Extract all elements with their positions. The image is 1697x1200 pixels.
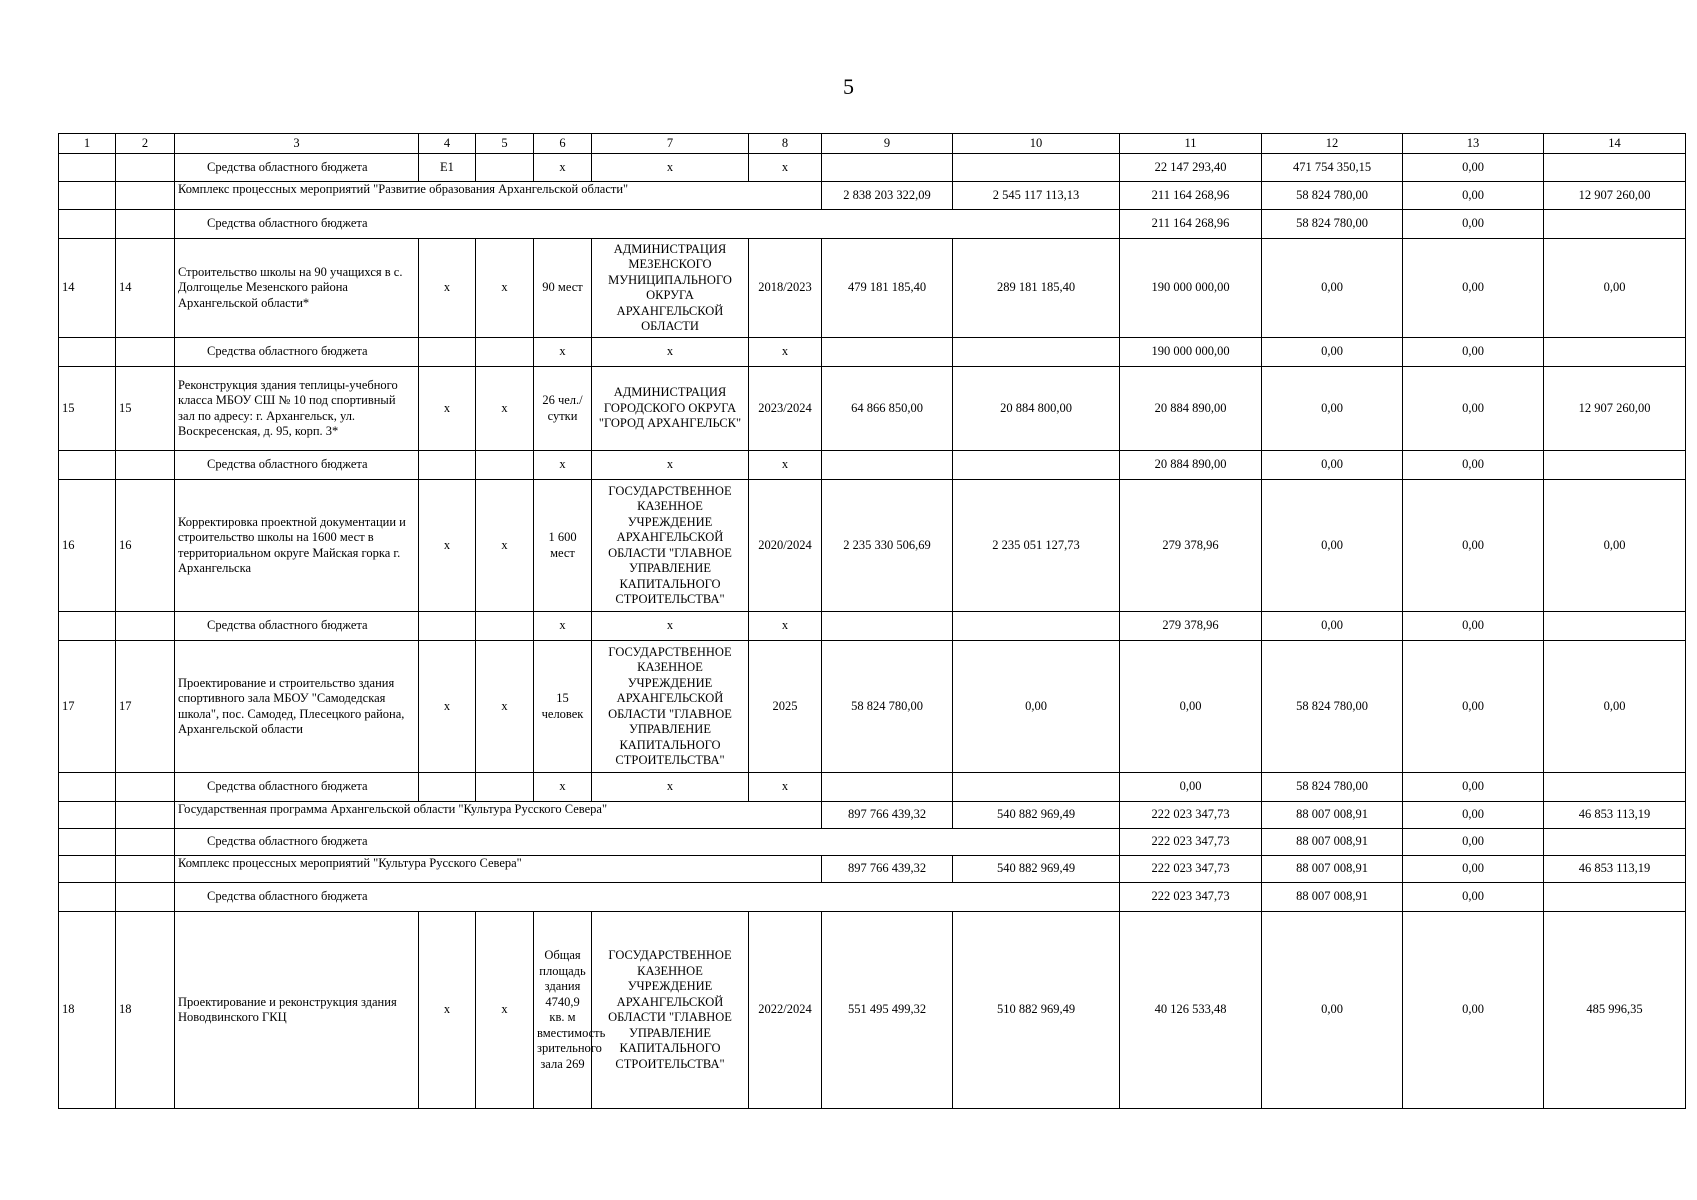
cell-number: 17 <box>59 641 116 773</box>
cell-funding-source: Средства областного бюджета <box>175 883 1120 912</box>
column-header-12: 12 <box>1262 134 1403 154</box>
cell-col-12: 58 824 780,00 <box>1262 210 1403 239</box>
cell-col-11: 222 023 347,73 <box>1120 802 1262 829</box>
cell-code: 17 <box>116 641 175 773</box>
cell-col-5 <box>476 154 534 182</box>
table-row-budget-span <box>59 829 1686 856</box>
table-row-budget <box>59 451 1686 480</box>
cell-col-6: x <box>534 773 592 802</box>
cell-col-13: 0,00 <box>1403 829 1544 856</box>
cell-code <box>116 154 175 182</box>
cell-col-4: x <box>419 480 476 612</box>
cell-col-13: 0,00 <box>1403 451 1544 480</box>
cell-col-13: 0,00 <box>1403 912 1544 1109</box>
cell-col-12: 88 007 008,91 <box>1262 856 1403 883</box>
cell-period: 2022/2024 <box>749 912 822 1109</box>
cell-col-14 <box>1544 338 1686 367</box>
cell-code: 18 <box>116 912 175 1109</box>
cell-col-11: 279 378,96 <box>1120 480 1262 612</box>
table-row-item <box>59 912 1686 1109</box>
cell-col-8: x <box>749 773 822 802</box>
cell-col-5: x <box>476 239 534 338</box>
data-table <box>58 133 1686 1109</box>
cell-col-14: 0,00 <box>1544 641 1686 773</box>
cell-col-14 <box>1544 154 1686 182</box>
cell-col-10: 0,00 <box>953 641 1120 773</box>
page-number: 5 <box>843 74 854 99</box>
cell-col-9 <box>822 773 953 802</box>
cell-code <box>116 802 175 829</box>
cell-col-13: 0,00 <box>1403 883 1544 912</box>
table-row-budget-span <box>59 210 1686 239</box>
cell-col-9: 479 181 185,40 <box>822 239 953 338</box>
column-header-7: 7 <box>592 134 749 154</box>
cell-col-6: x <box>534 338 592 367</box>
cell-code: 15 <box>116 367 175 451</box>
cell-code <box>116 338 175 367</box>
cell-col-14: 12 907 260,00 <box>1544 367 1686 451</box>
cell-col-8: x <box>749 451 822 480</box>
cell-number: 18 <box>59 912 116 1109</box>
table-row-budget <box>59 773 1686 802</box>
cell-col-13: 0,00 <box>1403 641 1544 773</box>
cell-col-11: 222 023 347,73 <box>1120 829 1262 856</box>
cell-number <box>59 338 116 367</box>
table-row-budget-span <box>59 883 1686 912</box>
cell-col-10 <box>953 451 1120 480</box>
cell-code <box>116 612 175 641</box>
cell-funding-source: Средства областного бюджета <box>175 773 419 802</box>
cell-col-11: 222 023 347,73 <box>1120 883 1262 912</box>
cell-col-4: x <box>419 912 476 1109</box>
cell-col-14 <box>1544 210 1686 239</box>
cell-number <box>59 773 116 802</box>
cell-customer: АДМИНИСТРАЦИЯ МЕЗЕНСКОГО МУНИЦИПАЛЬНОГО ОКРУГА АРХАНГЕЛЬСКОЙ ОБЛАСТИ <box>592 239 749 338</box>
header-row <box>59 134 1686 154</box>
cell-col-13: 0,00 <box>1403 154 1544 182</box>
cell-funding-source: Средства областного бюджета <box>175 338 419 367</box>
column-header-11: 11 <box>1120 134 1262 154</box>
column-header-3: 3 <box>175 134 419 154</box>
cell-number: 15 <box>59 367 116 451</box>
cell-number: 14 <box>59 239 116 338</box>
column-header-6: 6 <box>534 134 592 154</box>
cell-col-9 <box>822 154 953 182</box>
cell-col-9: 64 866 850,00 <box>822 367 953 451</box>
cell-funding-source: Средства областного бюджета <box>175 210 1120 239</box>
cell-funding-source: Средства областного бюджета <box>175 612 419 641</box>
cell-col-13: 0,00 <box>1403 210 1544 239</box>
column-header-13: 13 <box>1403 134 1544 154</box>
cell-col-12: 0,00 <box>1262 480 1403 612</box>
cell-period: 2023/2024 <box>749 367 822 451</box>
cell-col-10: 510 882 969,49 <box>953 912 1120 1109</box>
cell-col-11: 0,00 <box>1120 773 1262 802</box>
cell-col-5 <box>476 612 534 641</box>
cell-col-10 <box>953 612 1120 641</box>
cell-col-12: 0,00 <box>1262 338 1403 367</box>
cell-period: 2020/2024 <box>749 480 822 612</box>
cell-col-14: 0,00 <box>1544 239 1686 338</box>
cell-col-10: 20 884 800,00 <box>953 367 1120 451</box>
cell-col-10: 289 181 185,40 <box>953 239 1120 338</box>
cell-capacity: 90 мест <box>534 239 592 338</box>
cell-number <box>59 154 116 182</box>
cell-col-9: 897 766 439,32 <box>822 802 953 829</box>
cell-col-14: 46 853 113,19 <box>1544 802 1686 829</box>
cell-col-5 <box>476 451 534 480</box>
cell-col-12: 58 824 780,00 <box>1262 641 1403 773</box>
cell-col-14 <box>1544 883 1686 912</box>
cell-col-12: 58 824 780,00 <box>1262 773 1403 802</box>
table-row-complex <box>59 182 1686 210</box>
column-header-14: 14 <box>1544 134 1686 154</box>
cell-col-4: Е1 <box>419 154 476 182</box>
cell-number <box>59 856 116 883</box>
cell-code: 14 <box>116 239 175 338</box>
table-row-budget <box>59 612 1686 641</box>
cell-col-13: 0,00 <box>1403 338 1544 367</box>
cell-code <box>116 829 175 856</box>
cell-capacity: 15 человек <box>534 641 592 773</box>
cell-number <box>59 829 116 856</box>
cell-col-10 <box>953 154 1120 182</box>
cell-object-name: Проектирование и реконструкция здания Новодвинского ГКЦ <box>175 912 419 1109</box>
column-header-2: 2 <box>116 134 175 154</box>
cell-col-11: 211 164 268,96 <box>1120 210 1262 239</box>
cell-code <box>116 883 175 912</box>
cell-col-5: x <box>476 641 534 773</box>
cell-col-12: 88 007 008,91 <box>1262 802 1403 829</box>
cell-code <box>116 182 175 210</box>
table-row-item <box>59 480 1686 612</box>
cell-col-11: 22 147 293,40 <box>1120 154 1262 182</box>
cell-col-12: 0,00 <box>1262 367 1403 451</box>
cell-code <box>116 210 175 239</box>
table-row-budget <box>59 338 1686 367</box>
cell-col-11: 0,00 <box>1120 641 1262 773</box>
cell-col-9 <box>822 338 953 367</box>
cell-number <box>59 210 116 239</box>
cell-col-11: 40 126 533,48 <box>1120 912 1262 1109</box>
cell-object-name: Проектирование и строительство здания спортивного зала МБОУ "Самодедская школа", пос. Самодед, Плесецкого района, Архангельской области <box>175 641 419 773</box>
cell-col-13: 0,00 <box>1403 856 1544 883</box>
cell-col-12: 88 007 008,91 <box>1262 829 1403 856</box>
cell-col-12: 0,00 <box>1262 912 1403 1109</box>
cell-period: 2025 <box>749 641 822 773</box>
column-header-8: 8 <box>749 134 822 154</box>
cell-col-12: 0,00 <box>1262 451 1403 480</box>
cell-col-10: 2 545 117 113,13 <box>953 182 1120 210</box>
cell-col-8: x <box>749 154 822 182</box>
cell-col-14 <box>1544 451 1686 480</box>
cell-col-14: 46 853 113,19 <box>1544 856 1686 883</box>
cell-customer: ГОСУДАРСТВЕННОЕ КАЗЕННОЕ УЧРЕЖДЕНИЕ АРХАНГЕЛЬСКОЙ ОБЛАСТИ "ГЛАВНОЕ УПРАВЛЕНИЕ КАПИТАЛЬНОГО СТРОИТЕЛЬСТВА" <box>592 641 749 773</box>
cell-col-14 <box>1544 773 1686 802</box>
table-row-complex <box>59 802 1686 829</box>
cell-col-7: x <box>592 773 749 802</box>
cell-col-9: 58 824 780,00 <box>822 641 953 773</box>
program-title: Комплекс процессных мероприятий "Развитие образования Архангельской области" <box>175 182 822 210</box>
cell-code <box>116 451 175 480</box>
cell-col-4: x <box>419 367 476 451</box>
cell-col-14 <box>1544 612 1686 641</box>
cell-col-12: 0,00 <box>1262 239 1403 338</box>
cell-col-6: x <box>534 612 592 641</box>
column-header-1: 1 <box>59 134 116 154</box>
cell-col-5: x <box>476 912 534 1109</box>
cell-col-13: 0,00 <box>1403 182 1544 210</box>
cell-col-13: 0,00 <box>1403 239 1544 338</box>
cell-col-5 <box>476 338 534 367</box>
cell-col-9 <box>822 612 953 641</box>
table-row-item <box>59 641 1686 773</box>
cell-col-9 <box>822 451 953 480</box>
cell-object-name: Корректировка проектной документации и строительство школы на 1600 мест в территориальном округе Майская горка г. Архангельска <box>175 480 419 612</box>
cell-col-13: 0,00 <box>1403 802 1544 829</box>
cell-col-11: 211 164 268,96 <box>1120 182 1262 210</box>
cell-col-5: x <box>476 367 534 451</box>
cell-col-4 <box>419 773 476 802</box>
cell-col-8: x <box>749 612 822 641</box>
cell-col-10: 2 235 051 127,73 <box>953 480 1120 612</box>
cell-col-13: 0,00 <box>1403 612 1544 641</box>
cell-number <box>59 451 116 480</box>
cell-col-9: 2 235 330 506,69 <box>822 480 953 612</box>
cell-customer: ГОСУДАРСТВЕННОЕ КАЗЕННОЕ УЧРЕЖДЕНИЕ АРХАНГЕЛЬСКОЙ ОБЛАСТИ "ГЛАВНОЕ УПРАВЛЕНИЕ КАПИТАЛЬНОГО СТРОИТЕЛЬСТВА" <box>592 480 749 612</box>
table-row-item <box>59 367 1686 451</box>
cell-col-11: 190 000 000,00 <box>1120 239 1262 338</box>
cell-capacity: Общая площадь здания 4740,9 кв. м вместимость зрительного зала 269 <box>534 912 592 1109</box>
cell-col-9: 2 838 203 322,09 <box>822 182 953 210</box>
cell-col-12: 471 754 350,15 <box>1262 154 1403 182</box>
cell-capacity: 26 чел./сутки <box>534 367 592 451</box>
cell-code <box>116 773 175 802</box>
cell-col-9: 551 495 499,32 <box>822 912 953 1109</box>
cell-period: 2018/2023 <box>749 239 822 338</box>
cell-number: 16 <box>59 480 116 612</box>
cell-col-10: 540 882 969,49 <box>953 802 1120 829</box>
cell-col-12: 0,00 <box>1262 612 1403 641</box>
cell-object-name: Реконструкция здания теплицы-учебного класса МБОУ СШ № 10 под спортивный зал по адресу: г. Архангельск, ул. Воскресенская, д. 95, корп. 3* <box>175 367 419 451</box>
column-header-9: 9 <box>822 134 953 154</box>
cell-col-10 <box>953 773 1120 802</box>
cell-capacity: 1 600 мест <box>534 480 592 612</box>
cell-col-6: x <box>534 154 592 182</box>
cell-col-8: x <box>749 338 822 367</box>
cell-number <box>59 802 116 829</box>
cell-col-11: 20 884 890,00 <box>1120 367 1262 451</box>
table-row-budget <box>59 154 1686 182</box>
cell-col-14: 12 907 260,00 <box>1544 182 1686 210</box>
cell-col-4: x <box>419 641 476 773</box>
cell-col-13: 0,00 <box>1403 367 1544 451</box>
cell-col-4 <box>419 451 476 480</box>
cell-col-5 <box>476 773 534 802</box>
cell-col-7: x <box>592 338 749 367</box>
cell-col-13: 0,00 <box>1403 773 1544 802</box>
cell-col-4: x <box>419 239 476 338</box>
cell-col-5: x <box>476 480 534 612</box>
cell-col-10: 540 882 969,49 <box>953 856 1120 883</box>
cell-code <box>116 856 175 883</box>
cell-col-14: 485 996,35 <box>1544 912 1686 1109</box>
cell-col-12: 58 824 780,00 <box>1262 182 1403 210</box>
cell-col-4 <box>419 612 476 641</box>
cell-col-7: x <box>592 154 749 182</box>
cell-number <box>59 612 116 641</box>
column-header-5: 5 <box>476 134 534 154</box>
cell-col-14: 0,00 <box>1544 480 1686 612</box>
cell-col-11: 20 884 890,00 <box>1120 451 1262 480</box>
cell-code: 16 <box>116 480 175 612</box>
cell-object-name: Строительство школы на 90 учащихся в с. Долгощелье Мезенского района Архангельской области* <box>175 239 419 338</box>
cell-col-6: x <box>534 451 592 480</box>
cell-col-14 <box>1544 829 1686 856</box>
table-row-item <box>59 239 1686 338</box>
cell-col-9: 897 766 439,32 <box>822 856 953 883</box>
program-title: Государственная программа Архангельской области "Культура Русского Севера" <box>175 802 822 829</box>
cell-col-11: 222 023 347,73 <box>1120 856 1262 883</box>
cell-funding-source: Средства областного бюджета <box>175 154 419 182</box>
cell-col-10 <box>953 338 1120 367</box>
cell-col-11: 190 000 000,00 <box>1120 338 1262 367</box>
table-row-complex <box>59 856 1686 883</box>
column-header-4: 4 <box>419 134 476 154</box>
cell-col-13: 0,00 <box>1403 480 1544 612</box>
cell-col-7: x <box>592 612 749 641</box>
cell-col-7: x <box>592 451 749 480</box>
column-header-10: 10 <box>953 134 1120 154</box>
cell-customer: АДМИНИСТРАЦИЯ ГОРОДСКОГО ОКРУГА "ГОРОД АРХАНГЕЛЬСК" <box>592 367 749 451</box>
cell-col-11: 279 378,96 <box>1120 612 1262 641</box>
cell-funding-source: Средства областного бюджета <box>175 829 1120 856</box>
cell-customer: ГОСУДАРСТВЕННОЕ КАЗЕННОЕ УЧРЕЖДЕНИЕ АРХАНГЕЛЬСКОЙ ОБЛАСТИ "ГЛАВНОЕ УПРАВЛЕНИЕ КАПИТАЛЬНОГО СТРОИТЕЛЬСТВА" <box>592 912 749 1109</box>
cell-number <box>59 182 116 210</box>
cell-number <box>59 883 116 912</box>
cell-col-12: 88 007 008,91 <box>1262 883 1403 912</box>
program-title: Комплекс процессных мероприятий "Культура Русского Севера" <box>175 856 822 883</box>
cell-funding-source: Средства областного бюджета <box>175 451 419 480</box>
cell-col-4 <box>419 338 476 367</box>
